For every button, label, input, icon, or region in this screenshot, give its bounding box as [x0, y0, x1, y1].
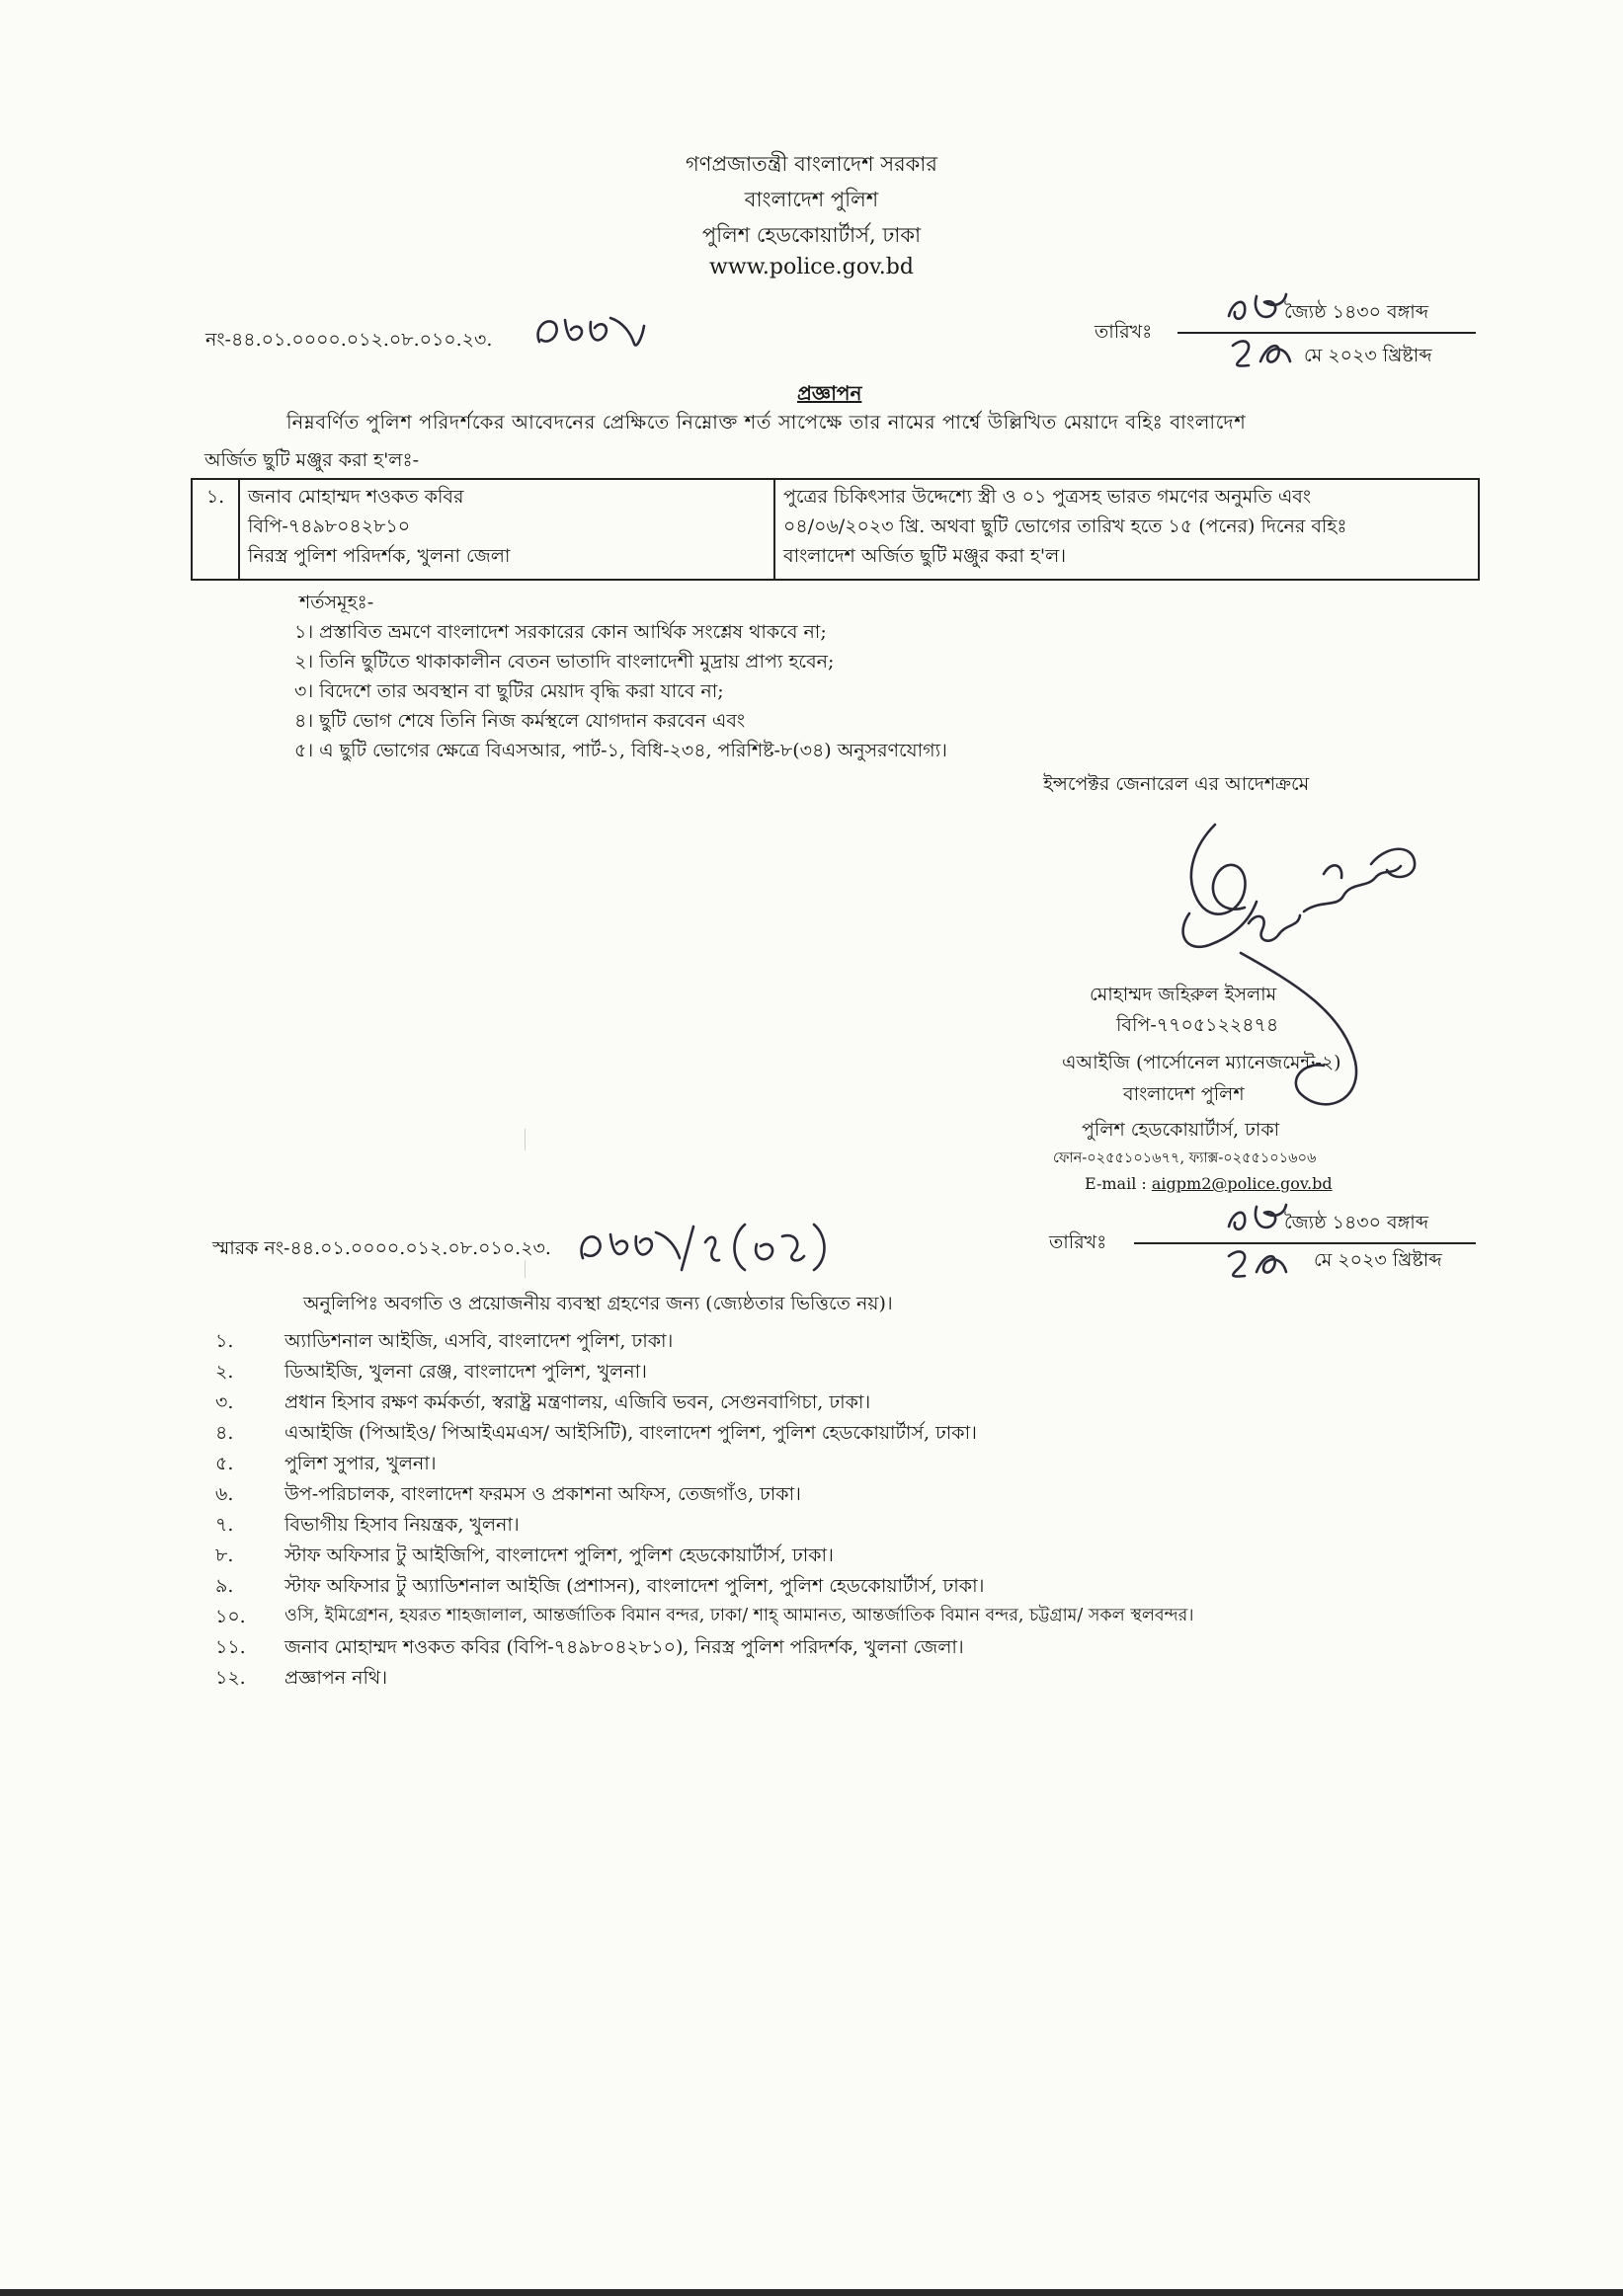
copy-item-number: ৭. [215, 1514, 234, 1536]
handwritten-copy-date-greg [1221, 1242, 1290, 1288]
office-name: পুলিশ হেডকোয়ার্টার্স, ঢাকা [701, 223, 922, 247]
copy-date-greg-text: মে ২০২৩ খ্রিষ্টাব্দ [1314, 1249, 1442, 1271]
notice-title: প্রজ্ঞাপন [797, 381, 862, 405]
copy-item-number: ৯. [215, 1575, 234, 1597]
copy-item-number: ১১. [215, 1636, 246, 1658]
department-name: বাংলাদেশ পুলিশ [744, 188, 879, 211]
copy-item-number: ৪. [215, 1422, 234, 1444]
copy-item-number: ১২. [215, 1667, 246, 1689]
leave-grant-table [191, 478, 1480, 581]
email-label: E-mail : [1085, 1174, 1152, 1193]
copy-item-text: প্রধান হিসাব রক্ষণ কর্মকর্তা, স্বরাষ্ট্র মন্ত্রণালয়, এজিবি ভবন, সেগুনবাগিচা, ঢাকা। [284, 1391, 871, 1413]
website: www.police.gov.bd [709, 255, 914, 279]
copy-item-text: জনাব মোহাম্মদ শওকত কবির (বিপি-৭৪৯৮০৪২৮১০), নিরস্ত্র পুলিশ পরিদর্শক, খুলনা জেলা। [284, 1636, 964, 1658]
condition-item: ৩। বিদেশে তার অবস্থান বা ছুটির মেয়াদ বৃদ্ধি করা যাবে না; [294, 680, 724, 702]
leave-detail-cell [774, 479, 1479, 580]
date-divider [1177, 332, 1476, 334]
signatory-name: মোহাম্মদ জহিরুল ইসলাম [1090, 984, 1277, 1005]
copy-item-text: প্রজ্ঞাপন নথি। [284, 1667, 388, 1689]
handwritten-date-day [1223, 286, 1292, 330]
handwritten-copy-date-day [1223, 1197, 1292, 1240]
notice-intro-line1: নিম্নবর্ণিত পুলিশ পরিদর্শকের আবেদনের প্রেক্ষিতে নিম্নোক্ত শর্ত সাপেক্ষে তার নামের পার্শ্বে উল্লিখিত মেয়াদে বহিঃ বাংলাদেশ [286, 411, 1247, 434]
serial-cell [192, 479, 239, 580]
officer-name: জনাব মোহাম্মদ শওকত কবির [248, 486, 464, 508]
date-label: তারিখঃ [1095, 321, 1153, 343]
signatory-email[interactable]: aigpm2@police.gov.bd [1151, 1174, 1333, 1193]
signatory-designation: এআইজি (পার্সোনেল ম্যানেজমেন্ট-২) [1062, 1052, 1341, 1073]
copy-reference-number: স্মারক নং-৪৪.০১.০০০০.০১২.০৮.০১০.২৩. [212, 1237, 551, 1259]
copy-item-text: এআইজি (পিআইও/ পিআইএমএস/ আইসিটি), বাংলাদেশ পুলিশ, পুলিশ হেডকোয়ার্টার্স, ঢাকা। [284, 1422, 977, 1444]
copy-date-label: তারিখঃ [1049, 1231, 1107, 1253]
copy-date-divider [1134, 1242, 1476, 1244]
leave-detail-line2: ০৪/০৬/২০২৩ খ্রি. অথবা ছুটি ভোগের তারিখ হতে ১৫ (পনের) দিনের বহিঃ [783, 515, 1347, 537]
serial-number: ১. [205, 486, 225, 508]
copy-item-text: স্টাফ অফিসার টু অ্যাডিশনাল আইজি (প্রশাসন), বাংলাদেশ পুলিশ, পুলিশ হেডকোয়ার্টার্স, ঢাকা। [284, 1575, 985, 1597]
date-greg-text: মে ২০২৩ খ্রিষ্টাব্দ [1304, 345, 1432, 366]
condition-item: ২। তিনি ছুটিতে থাকাকালীন বেতন ভাতাদি বাংলাদেশী মুদ্রায় প্রাপ্য হবেন; [294, 651, 835, 673]
copy-item-text: ডিআইজি, খুলনা রেঞ্জ, বাংলাদেশ পুলিশ, খুলনা। [284, 1361, 647, 1383]
copy-item-text: উপ-পরিচালক, বাংলাদেশ ফরমস ও প্রকাশনা অফিস, তেজগাঁও, ঢাকা। [284, 1483, 801, 1505]
copy-item-number: ৩. [215, 1391, 234, 1413]
memo-reference-number: নং-৪৪.০১.০০০০.০১২.০৮.০১০.২৩. [205, 329, 493, 351]
copy-item-text: স্টাফ অফিসার টু আইজিপি, বাংলাদেশ পুলিশ, পুলিশ হেডকোয়ার্টার্স, ঢাকা। [284, 1544, 834, 1566]
copy-date-bangla-text: জ্যৈষ্ঠ ১৪৩০ বঙ্গাব্দ [1284, 1212, 1429, 1233]
copy-item-number: ১০. [215, 1606, 246, 1627]
copy-item-number: ৮. [215, 1544, 234, 1566]
scan-mark [525, 1129, 526, 1150]
signatory-bp: বিপি-৭৭০৫১২২৪৭৪ [1116, 1014, 1279, 1036]
leave-detail-line1: পুত্রের চিকিৎসার উদ্দেশ্যে স্ত্রী ও ০১ পুত্রসহ ভারত গমণের অনুমতি এবং [783, 486, 1312, 508]
order-line: ইন্সপেক্টর জেনারেল এর আদেশক্রমে [1043, 773, 1310, 795]
date-bangla-text: জ্যৈষ্ঠ ১৪৩০ বঙ্গাব্দ [1284, 301, 1429, 323]
signatory-org: বাংলাদেশ পুলিশ [1123, 1083, 1245, 1105]
copy-intro: অনুলিপিঃ অবগতি ও প্রয়োজনীয় ব্যবস্থা গ্রহণের জন্য (জ্যেষ্ঠতার ভিত্তিতে নয়)। [303, 1293, 893, 1314]
signatory-email-row [1085, 1174, 1333, 1193]
conditions-heading: শর্তসমূহঃ- [299, 592, 374, 613]
signatory-office: পুলিশ হেডকোয়ার্টার্স, ঢাকা [1082, 1119, 1280, 1141]
handwritten-copy-reference [575, 1213, 842, 1276]
copy-item-number: ৬. [215, 1483, 234, 1505]
handwritten-reference-number [531, 308, 650, 357]
scan-mark [525, 1260, 526, 1278]
officer-bp: বিপি-৭৪৯৮০৪২৮১০ [248, 515, 411, 537]
leave-detail-line3: বাংলাদেশ অর্জিত ছুটি মঞ্জুর করা হ'ল। [783, 545, 1067, 567]
govt-name: গণপ্রজাতন্ত্রী বাংলাদেশ সরকার [686, 152, 937, 176]
condition-item: ১। প্রস্তাবিত ভ্রমণে বাংলাদেশ সরকারের কোন আর্থিক সংশ্লেষ থাকবে না; [294, 621, 827, 643]
officer-designation: নিরস্ত্র পুলিশ পরিদর্শক, খুলনা জেলা [248, 545, 511, 567]
condition-item: ৫। এ ছুটি ভোগের ক্ষেত্রে বিএসআর, পার্ট-১, বিধি-২৩৪, পরিশিষ্ট-৮(৩৪) অনুসরণযোগ্য। [294, 740, 947, 761]
copy-item-text: অ্যাডিশনাল আইজি, এসবি, বাংলাদেশ পুলিশ, ঢাকা। [284, 1330, 674, 1352]
copy-item-number: ১. [215, 1330, 234, 1352]
table-row [192, 479, 1479, 580]
copy-item-text: ওসি, ইমিগ্রেশন, হযরত শাহজালাল, আন্তর্জাতিক বিমান বন্দর, ঢাকা/ শাহ্ আমানত, আন্তর্জাতিক বিমান বন্দর, চট্টগ্রাম/ সকল স্থলবন্দর। [284, 1606, 1194, 1625]
copy-item-text: বিভাগীয় হিসাব নিয়ন্ত্রক, খুলনা। [284, 1514, 520, 1536]
signatory-contact: ফোন-০২৫৫১০১৬৭৭, ফ্যাক্স-০২৫৫১০১৬০৬ [1053, 1150, 1317, 1166]
notice-intro-line2: অর্জিত ছুটি মঞ্জুর করা হ'লঃ- [204, 449, 420, 471]
condition-item: ৪। ছুটি ভোগ শেষে তিনি নিজ কর্মস্থলে যোগদান করবেন এবং [294, 710, 746, 732]
scan-edge [0, 2289, 1623, 2296]
officer-cell [239, 479, 774, 580]
copy-item-text: পুলিশ সুপার, খুলনা। [284, 1453, 437, 1474]
copy-item-number: ৫. [215, 1453, 234, 1474]
copy-item-number: ২. [215, 1361, 234, 1383]
handwritten-date-greg [1225, 332, 1294, 377]
